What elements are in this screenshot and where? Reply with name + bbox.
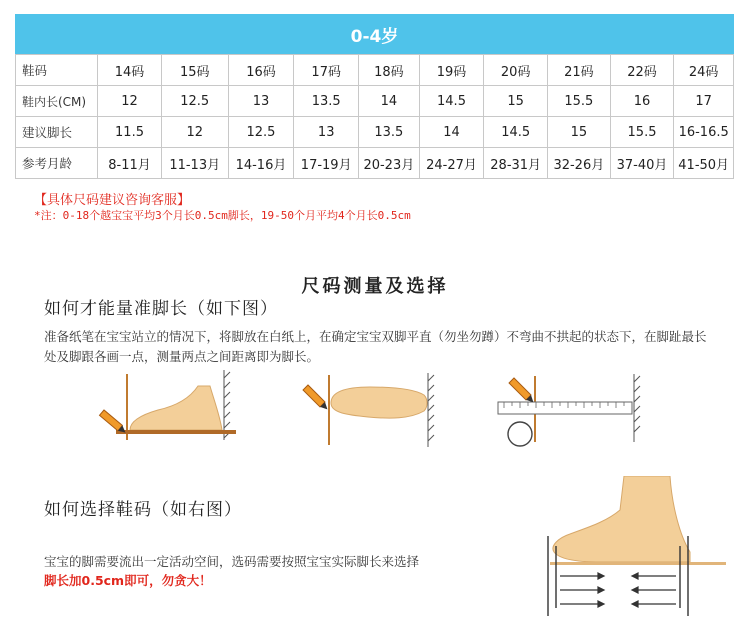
table-cell: 14.5 (484, 117, 548, 148)
table-cell: 17 (674, 86, 734, 117)
foot-side-illustration (96, 370, 246, 450)
row-header: 鞋码 (16, 55, 98, 86)
how-to-measure-text: 准备纸笔在宝宝站立的情况下，将脚放在白纸上，在确定宝宝双脚平直（勿坐勿蹲）不弯曲不拱起的状态下，在脚趾最长处及脚跟各画一点，测量两点之间距离即为脚长。 (44, 329, 707, 364)
pencil-icon (100, 410, 128, 435)
how-to-choose-text: 宝宝的脚需要流出一定活动空间，选码需要按照宝宝实际脚长来选择 (44, 554, 420, 569)
how-to-choose-highlight: 脚长加0.5cm即可，勿贪大！ (44, 573, 212, 588)
table-cell: 11-13月 (161, 148, 228, 179)
table-cell: 16-16.5 (674, 117, 734, 148)
table-cell: 41-50月 (674, 148, 734, 179)
table-cell: 18码 (359, 55, 420, 86)
table-cell: 16 (610, 86, 674, 117)
table-cell: 12.5 (228, 117, 294, 148)
table-cell: 12 (161, 117, 228, 148)
arrow-icons (560, 573, 676, 607)
foot-fit-illustration (540, 476, 740, 624)
row-header: 鞋内长(CM) (16, 86, 98, 117)
table-cell: 14码 (98, 55, 162, 86)
table-cell: 32-26月 (548, 148, 611, 179)
leg-shape (553, 476, 690, 562)
pencil-icon (303, 385, 330, 412)
table-cell: 24-27月 (419, 148, 484, 179)
wall-hatch (224, 370, 230, 440)
table-row-shoe-size (16, 55, 734, 86)
size-chart-table (15, 54, 734, 179)
foot-top-illustration (298, 373, 438, 451)
table-cell: 15 (548, 117, 611, 148)
table-cell: 14-16月 (228, 148, 294, 179)
table-cell: 16码 (228, 55, 294, 86)
table-cell: 15码 (161, 55, 228, 86)
table-cell: 12 (98, 86, 162, 117)
ruler-measure-illustration (496, 372, 646, 454)
table-cell: 13 (294, 117, 359, 148)
floor-line (116, 430, 236, 434)
table-cell: 14 (359, 86, 420, 117)
table-cell: 20-23月 (359, 148, 420, 179)
table-cell: 22码 (610, 55, 674, 86)
wall-hatch (634, 374, 640, 442)
wall-hatch (428, 373, 434, 447)
table-cell: 15.5 (548, 86, 611, 117)
table-cell: 28-31月 (484, 148, 548, 179)
ruler (498, 402, 632, 414)
advice-note: 【具体尺码建议咨询客服】 (34, 193, 191, 208)
growth-footnote: *注：0-18个越宝宝平均3个月长0.5cm脚长，19-50个月平均4个月长0.5cm (34, 209, 411, 222)
table-cell: 17-19月 (294, 148, 359, 179)
section-title: 尺码测量及选择 (301, 276, 449, 297)
table-cell: 14.5 (419, 86, 484, 117)
table-cell: 12.5 (161, 86, 228, 117)
table-cell: 20码 (484, 55, 548, 86)
table-row-foot-length (16, 117, 734, 148)
table-cell: 24码 (674, 55, 734, 86)
table-cell: 15.5 (610, 117, 674, 148)
table-row-inner-length (16, 86, 734, 117)
pencil-icon (509, 378, 536, 405)
table-cell: 19码 (419, 55, 484, 86)
how-to-choose-heading: 如何选择鞋码（如右图） (44, 500, 242, 520)
how-to-measure-heading: 如何才能量准脚长（如下图） (44, 299, 278, 319)
row-header: 参考月龄 (16, 148, 98, 179)
table-cell: 15 (484, 86, 548, 117)
row-header: 建议脚长 (16, 117, 98, 148)
table-cell: 21码 (548, 55, 611, 86)
table-cell: 14 (419, 117, 484, 148)
foot-shape (130, 386, 222, 430)
table-cell: 11.5 (98, 117, 162, 148)
age-band-header: 0-4岁 (15, 14, 734, 54)
table-cell: 13 (228, 86, 294, 117)
table-row-age (16, 148, 734, 179)
table-cell: 17码 (294, 55, 359, 86)
table-cell: 8-11月 (98, 148, 162, 179)
table-cell: 13.5 (294, 86, 359, 117)
table-cell: 13.5 (359, 117, 420, 148)
rotate-arrow-icon (508, 422, 532, 446)
foot-shape (331, 387, 427, 418)
table-cell: 37-40月 (610, 148, 674, 179)
